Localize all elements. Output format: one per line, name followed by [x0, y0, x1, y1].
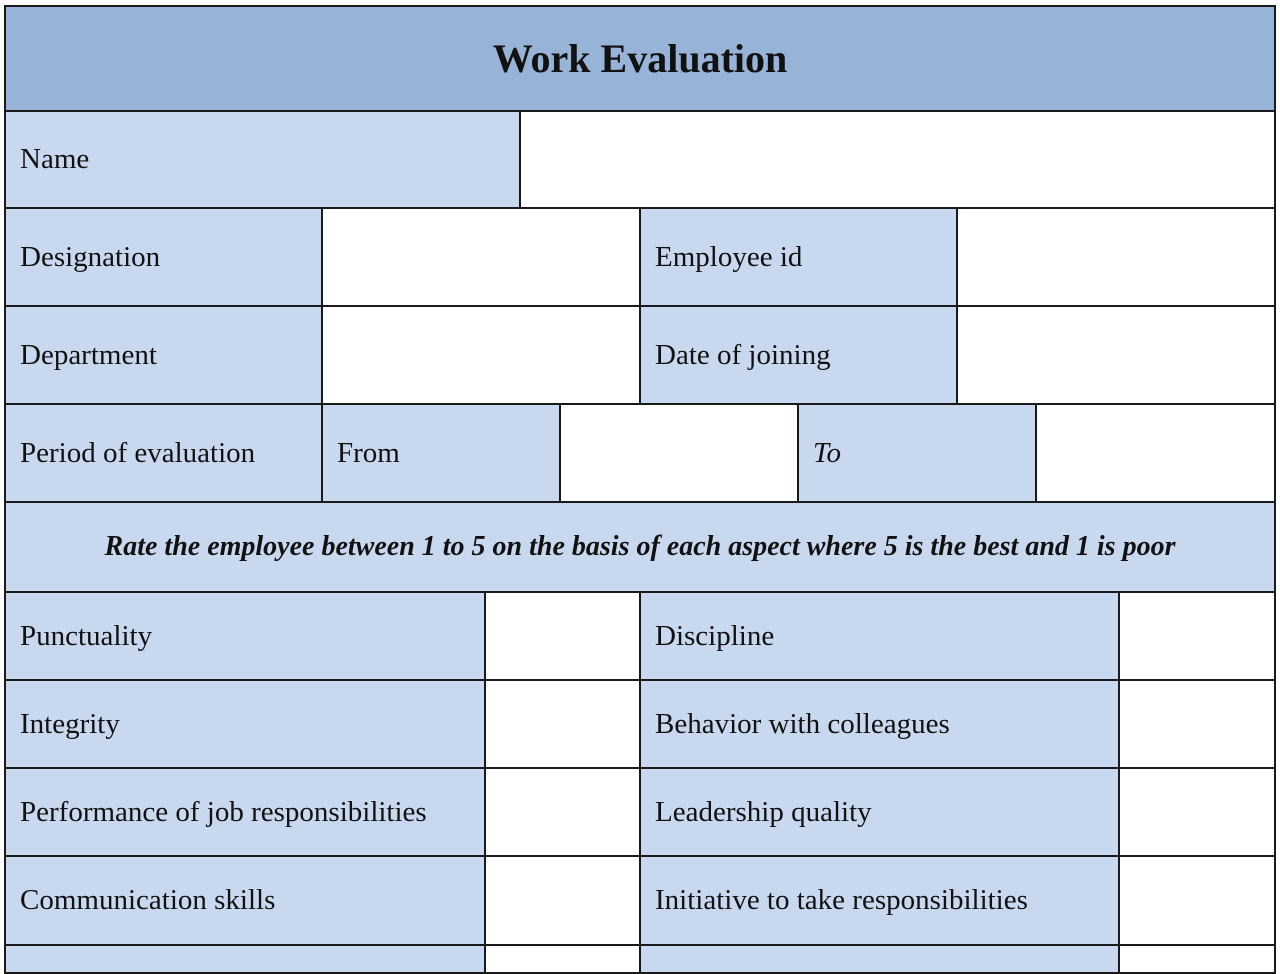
from-label: From: [321, 403, 561, 503]
rating-field-next[interactable]: [484, 944, 641, 974]
rating-field-punctuality[interactable]: [484, 591, 641, 681]
employee-id-label: Employee id: [639, 207, 958, 307]
rating-label-performance: Performance of job responsibilities: [4, 767, 486, 857]
work-evaluation-form: [4, 5, 1276, 965]
name-label: Name: [4, 110, 521, 209]
to-date-field[interactable]: [1035, 403, 1276, 503]
date-of-joining-label: Date of joining: [639, 305, 958, 405]
employee-id-field[interactable]: [956, 207, 1276, 307]
period-label: Period of evaluation: [4, 403, 323, 503]
rating-label-next-right: [639, 944, 1120, 974]
department-field[interactable]: [321, 305, 641, 405]
rating-label-integrity: Integrity: [4, 679, 486, 769]
designation-label: Designation: [4, 207, 323, 307]
rating-label-behavior: Behavior with colleagues: [639, 679, 1120, 769]
form-title: Work Evaluation: [4, 5, 1276, 112]
rating-field-behavior[interactable]: [1118, 679, 1276, 769]
rating-label-initiative: Initiative to take responsibilities: [639, 855, 1120, 946]
name-field[interactable]: [519, 110, 1276, 209]
rating-field-performance[interactable]: [484, 767, 641, 857]
designation-field[interactable]: [321, 207, 641, 307]
from-date-field[interactable]: [559, 403, 799, 503]
rating-label-punctuality: Punctuality: [4, 591, 486, 681]
rating-field-communication[interactable]: [484, 855, 641, 946]
rating-field-leadership[interactable]: [1118, 767, 1276, 857]
rating-field-next-right[interactable]: [1118, 944, 1276, 974]
rating-label-communication: Communication skills: [4, 855, 486, 946]
rating-field-discipline[interactable]: [1118, 591, 1276, 681]
rating-instruction: Rate the employee between 1 to 5 on the basis of each aspect where 5 is the best and 1 is poor: [4, 501, 1276, 593]
rating-field-initiative[interactable]: [1118, 855, 1276, 946]
rating-field-integrity[interactable]: [484, 679, 641, 769]
rating-label-discipline: Discipline: [639, 591, 1120, 681]
rating-label-leadership: Leadership quality: [639, 767, 1120, 857]
date-of-joining-field[interactable]: [956, 305, 1276, 405]
rating-label-next: [4, 944, 486, 974]
to-label: To: [797, 403, 1037, 503]
department-label: Department: [4, 305, 323, 405]
